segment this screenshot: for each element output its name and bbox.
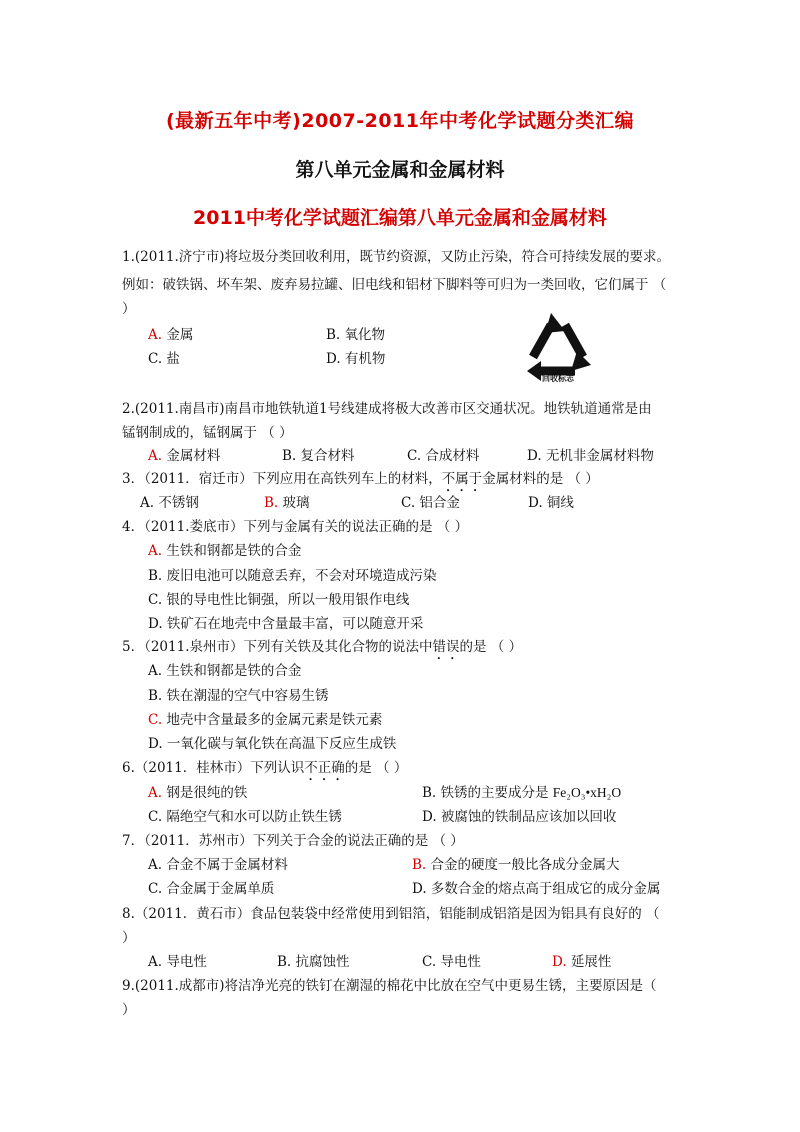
q5-option-c <box>148 711 382 729</box>
q5-option-c-letter: C. <box>148 712 163 728</box>
q2-option-a-letter: A. <box>148 448 163 464</box>
q1-stem-line2: 例如：破铁锅、坏车架、废弃易拉罐、旧电线和铝材下脚料等可归为一类回收，它们属于 （ <box>122 277 667 293</box>
q6-option-a-text: 钢是很纯的铁 <box>166 785 248 801</box>
q7-option-c: C. 合金属于金属单质 <box>148 881 275 897</box>
q4-option-d: D. 铁矿石在地壳中含量最丰富，可以随意开采 <box>148 616 424 632</box>
q5-option-c-text: 地壳中含量最多的金属元素是铁元素 <box>166 712 383 728</box>
q5-stem <box>122 638 522 663</box>
q3-option-c: C. 铝合金 <box>401 495 460 511</box>
q4-option-a <box>148 542 301 560</box>
q5-stem-suffix: 的是 （ ） <box>459 639 523 655</box>
q1-stem-line1: 1.(2011.济宁市)将垃圾分类回收利用，既节约资源，又防止污染，符合可持续发展的要求。 <box>122 249 671 265</box>
q6-option-b-formula: Fe₂O₃•xH₂O <box>552 785 622 800</box>
q2-option-d: D. 无机非金属材料物 <box>527 448 654 464</box>
q3-stem-emphasis: 不属于 <box>441 471 483 487</box>
q7-option-a: A. 合金不属于金属材料 <box>148 857 288 873</box>
q4-option-c: C. 银的导电性比铜强，所以一般用银作电线 <box>148 592 410 608</box>
q2-stem-line2: 锰钢制成的，锰钢属于 （ ） <box>122 425 293 441</box>
q3-stem-suffix: 金属材料的是 （ ） <box>482 471 599 487</box>
q8-option-d-letter: D. <box>552 954 567 970</box>
q6-option-b <box>422 784 621 802</box>
recycle-caption: 回收标志 <box>542 373 574 383</box>
q6-stem-suffix: 的是 （ ） <box>344 760 408 776</box>
q1-stem-line3: ） <box>122 301 136 317</box>
q8-option-d <box>552 953 611 971</box>
q5-option-a: A. 生铁和钢都是铁的合金 <box>148 663 302 679</box>
q6-option-c: C. 隔绝空气和水可以防止铁生锈 <box>148 809 342 825</box>
q1-option-b: B. 氧化物 <box>326 327 386 343</box>
q6-option-a <box>148 784 247 802</box>
q4-option-a-letter: A. <box>148 543 163 559</box>
q4-option-b: B. 废旧电池可以随意丢弃，不会对环境造成污染 <box>148 568 437 584</box>
q2-option-c: C. 合成材料 <box>407 448 480 464</box>
q6-stem <box>122 759 407 784</box>
q7-option-b-text: 合金的硬度一般比各成分金属大 <box>430 857 620 873</box>
q2-option-a <box>148 447 220 465</box>
q3-option-b-text: 玻璃 <box>282 495 310 511</box>
q3-stem <box>122 470 599 495</box>
q8-option-a: A. 导电性 <box>148 954 207 970</box>
q8-stem-line2: ） <box>122 930 136 946</box>
q4-option-a-text: 生铁和钢都是铁的合金 <box>166 543 302 559</box>
unit-title: 第八单元金属和金属材料 <box>295 159 505 181</box>
q5-stem-prefix: 5．（2011.泉州市）下列有关铁及其化合物的说法中 <box>122 639 433 655</box>
q1-option-c: C. 盐 <box>148 351 180 367</box>
q1-option-a <box>148 326 193 344</box>
q8-option-b: B. 抗腐蚀性 <box>277 954 350 970</box>
q5-option-d: D. 一氧化碳与氧化铁在高温下反应生成铁 <box>148 736 397 752</box>
q6-option-b-prefix: B. 铁锈的主要成分是 <box>422 785 553 801</box>
section-title: 2011中考化学试题汇编第八单元金属和金属材料 <box>193 207 607 229</box>
q4-stem: 4．（2011.娄底市）下列与金属有关的说法正确的是 （ ） <box>122 519 469 535</box>
q3-option-d: D. 铜线 <box>528 495 574 511</box>
q8-option-c: C. 导电性 <box>422 954 481 970</box>
q7-stem: 7．（2011．苏州市）下列关于合金的说法正确的是 （ ） <box>122 833 464 849</box>
q2-option-a-text: 金属材料 <box>166 448 221 464</box>
page-title: (最新五年中考)2007-2011年中考化学试题分类汇编 <box>165 110 635 132</box>
q6-option-a-letter: A. <box>148 785 163 801</box>
q6-option-d: D. 被腐蚀的铁制品应该加以回收 <box>422 809 617 825</box>
q1-option-d: D. 有机物 <box>326 351 386 367</box>
q6-stem-emphasis: 不正确 <box>304 760 345 776</box>
q5-option-b: B. 铁在潮湿的空气中容易生锈 <box>148 688 329 704</box>
q6-stem-prefix: 6.（2011．桂林市）下列认识 <box>122 760 305 776</box>
q3-option-a: A. 不锈钢 <box>140 495 199 511</box>
q1-option-a-text: 金属 <box>166 327 194 343</box>
q7-option-b <box>412 856 620 874</box>
q7-option-b-letter: B. <box>412 857 427 873</box>
q3-option-b <box>264 494 310 512</box>
q5-stem-emphasis: 错误 <box>432 639 460 655</box>
q9-stem-line2: ） <box>122 1002 136 1018</box>
q3-option-b-letter: B. <box>264 495 279 511</box>
q2-stem-line1: 2.(2011.南昌市)南昌市地铁轨道1号线建成将极大改善市区交通状况。地铁轨道通常是由 <box>122 401 652 417</box>
q3-stem-prefix: 3．（2011．宿迁市）下列应用在高铁列车上的材料， <box>122 471 442 487</box>
q9-stem-line1: 9.(2011.成都市)将洁净光亮的铁钉在潮湿的棉花中比放在空气中更易生锈，主要原因是（ <box>122 978 657 994</box>
q7-option-d: D. 多数合金的熔点高于组成它的成分金属 <box>412 881 661 897</box>
q2-option-b: B. 复合材料 <box>282 448 355 464</box>
q8-stem-line1: 8.（2011．黄石市）食品包装袋中经常使用到铝箔，铝能制成铝箔是因为铝具有良好的 （ <box>122 906 660 922</box>
q1-option-a-letter: A. <box>148 327 163 343</box>
q8-option-d-text: 延展性 <box>570 954 612 970</box>
